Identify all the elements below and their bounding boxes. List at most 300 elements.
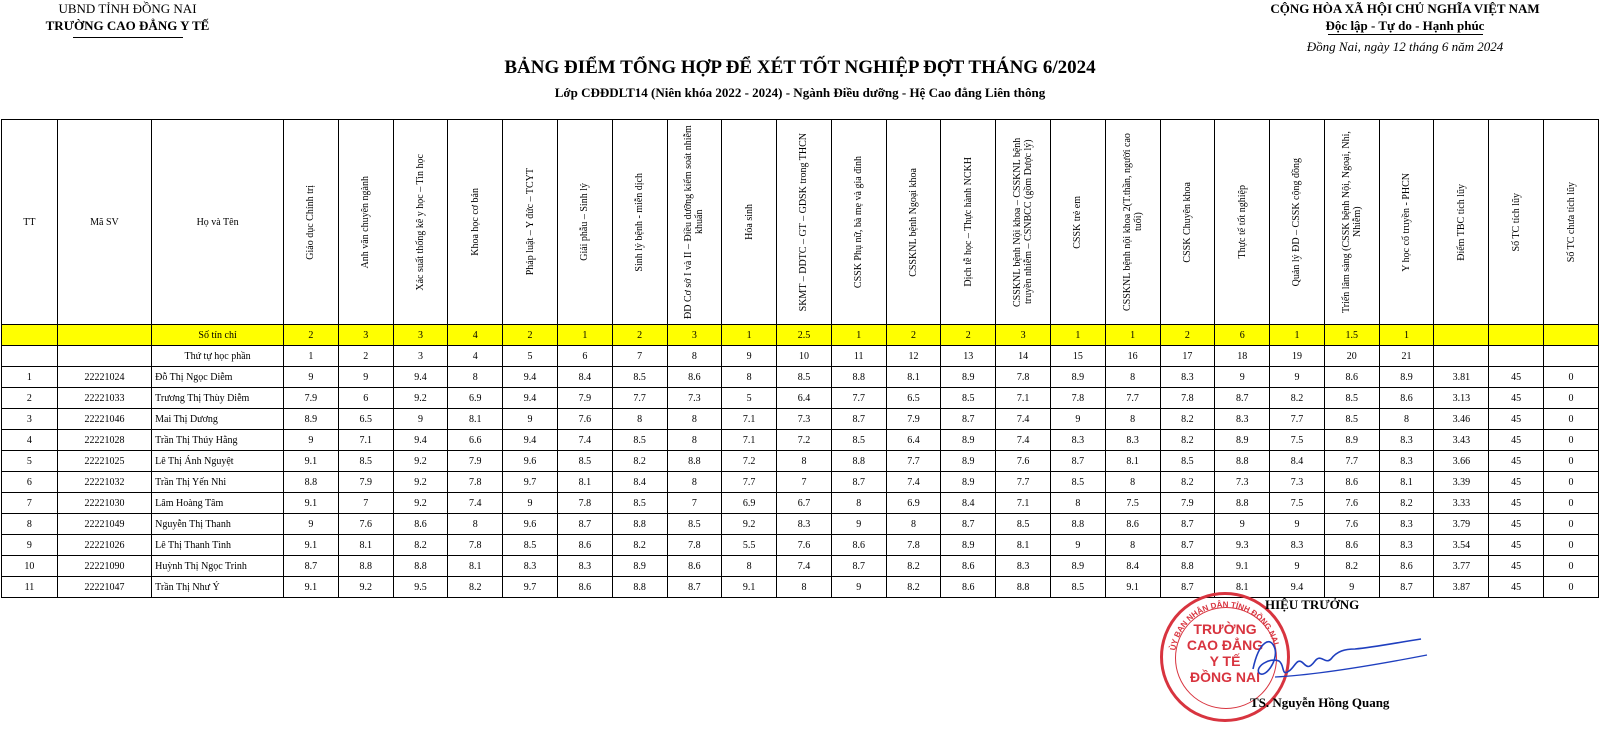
col-header-subject xyxy=(722,120,777,325)
score-cell: 9.2 xyxy=(393,451,448,472)
header-wrap xyxy=(832,120,886,324)
score-cell: 8.9 xyxy=(941,472,996,493)
score-cell: 7.3 xyxy=(667,388,722,409)
score-cell: 9.4 xyxy=(503,430,558,451)
order-cell: 6 xyxy=(557,346,612,367)
row-number: 10 xyxy=(2,556,58,577)
gpa-cell: 3.54 xyxy=(1434,535,1489,556)
divider xyxy=(1328,34,1483,35)
score-cell: 8.5 xyxy=(338,451,393,472)
credits-earned-cell: 45 xyxy=(1489,388,1544,409)
table-row xyxy=(2,430,1599,451)
student-name: Nguyễn Thị Thanh xyxy=(152,514,284,535)
cell-empty xyxy=(1489,325,1544,346)
score-cell: 8.8 xyxy=(393,556,448,577)
score-cell: 8.6 xyxy=(1324,472,1379,493)
row-number: 5 xyxy=(2,451,58,472)
credits-missing-cell: 0 xyxy=(1544,430,1599,451)
country-name: CỘNG HÒA XÃ HỘI CHỦ NGHĨA VIỆT NAM xyxy=(1270,1,1540,16)
student-id: 22221028 xyxy=(57,430,151,451)
score-cell: 6.5 xyxy=(338,409,393,430)
score-cell: 9.2 xyxy=(393,472,448,493)
score-cell: 7.7 xyxy=(1105,388,1160,409)
score-cell: 8.9 xyxy=(1379,367,1434,388)
score-cell: 8.7 xyxy=(941,514,996,535)
score-cell: 8.1 xyxy=(1379,472,1434,493)
score-cell: 8.3 xyxy=(1105,430,1160,451)
score-cell: 9 xyxy=(1270,367,1325,388)
score-cell: 8.2 xyxy=(1324,556,1379,577)
order-cell: 4 xyxy=(448,346,503,367)
score-cell: 8 xyxy=(722,556,777,577)
score-cell: 9.6 xyxy=(503,514,558,535)
score-cell: 9 xyxy=(284,514,339,535)
score-cell: 9 xyxy=(1215,367,1270,388)
score-cell: 8.2 xyxy=(886,577,941,598)
student-id: 22221024 xyxy=(57,367,151,388)
score-cell: 8 xyxy=(1050,493,1105,514)
table-header-row xyxy=(2,120,1599,325)
order-cell: 19 xyxy=(1270,346,1325,367)
gpa-cell: 3.81 xyxy=(1434,367,1489,388)
credit-cell: 1 xyxy=(1379,325,1434,346)
header-wrap xyxy=(1215,120,1269,324)
credits-missing-cell: 0 xyxy=(1544,556,1599,577)
score-cell: 8.8 xyxy=(831,367,886,388)
score-cell: 9 xyxy=(503,493,558,514)
score-cell: 8.1 xyxy=(448,556,503,577)
student-name: Trần Thị Thúy Hằng xyxy=(152,430,284,451)
gpa-cell: 3.13 xyxy=(1434,388,1489,409)
score-cell: 8.2 xyxy=(886,556,941,577)
score-cell: 8.9 xyxy=(941,430,996,451)
score-cell: 9.2 xyxy=(393,388,448,409)
row-number: 3 xyxy=(2,409,58,430)
score-cell: 8.2 xyxy=(448,577,503,598)
header-label: Hóa sinh xyxy=(743,204,755,240)
header-wrap xyxy=(503,120,557,324)
header-label: Triển lâm sàng (CSSK bệnh Nội, Ngoại, Nhi, Nhiễm) xyxy=(1340,131,1363,313)
score-cell: 8 xyxy=(1105,367,1160,388)
table-row xyxy=(2,388,1599,409)
credits-earned-cell: 45 xyxy=(1489,451,1544,472)
score-cell: 8.6 xyxy=(1379,556,1434,577)
score-cell: 8.3 xyxy=(1270,535,1325,556)
score-cell: 9.5 xyxy=(393,577,448,598)
credits-missing-cell: 0 xyxy=(1544,535,1599,556)
col-header-subject xyxy=(503,120,558,325)
score-cell: 7.6 xyxy=(1324,493,1379,514)
student-id: 22221033 xyxy=(57,388,151,409)
score-cell: 8.7 xyxy=(667,577,722,598)
score-cell: 9 xyxy=(1270,556,1325,577)
table-row xyxy=(2,535,1599,556)
score-cell: 7.8 xyxy=(1160,388,1215,409)
col-header-subject xyxy=(1160,120,1215,325)
score-cell: 8.3 xyxy=(996,556,1051,577)
score-cell: 7.1 xyxy=(996,388,1051,409)
score-cell: 9.4 xyxy=(503,388,558,409)
score-cell: 7.7 xyxy=(996,472,1051,493)
credit-cell: 2 xyxy=(284,325,339,346)
score-cell: 8.7 xyxy=(1160,535,1215,556)
score-cell: 9.1 xyxy=(284,451,339,472)
credits-missing-cell: 0 xyxy=(1544,577,1599,598)
score-cell: 7.8 xyxy=(1050,388,1105,409)
handwritten-signature-icon xyxy=(1245,627,1435,687)
credits-earned-cell: 45 xyxy=(1489,535,1544,556)
row-number: 2 xyxy=(2,388,58,409)
header-label: Khoa học cơ bản xyxy=(469,188,481,256)
score-cell: 8.7 xyxy=(941,409,996,430)
score-cell: 8 xyxy=(1379,409,1434,430)
student-id: 22221026 xyxy=(57,535,151,556)
score-cell: 7.1 xyxy=(996,493,1051,514)
credits-missing-cell: 0 xyxy=(1544,472,1599,493)
table-row xyxy=(2,409,1599,430)
cell-empty xyxy=(57,346,151,367)
header-wrap xyxy=(1270,120,1324,324)
score-cell: 8 xyxy=(1105,472,1160,493)
col-header-subject xyxy=(393,120,448,325)
header-wrap xyxy=(1051,120,1105,324)
score-cell: 7.7 xyxy=(722,472,777,493)
score-cell: 8.5 xyxy=(557,451,612,472)
score-cell: 7.2 xyxy=(777,430,832,451)
score-cell: 7.9 xyxy=(1160,493,1215,514)
cell-empty xyxy=(1544,346,1599,367)
header-wrap xyxy=(1434,120,1488,324)
score-cell: 7.8 xyxy=(886,535,941,556)
credit-cell: 6 xyxy=(1215,325,1270,346)
issuer-block xyxy=(20,0,235,38)
signer-name: TS. Nguyễn Hồng Quang xyxy=(1250,695,1390,710)
student-id: 22221049 xyxy=(57,514,151,535)
seal-line: TRƯỜNG xyxy=(1193,621,1257,637)
student-id: 22221025 xyxy=(57,451,151,472)
score-cell: 8.6 xyxy=(557,535,612,556)
score-cell: 8.6 xyxy=(831,535,886,556)
score-cell: 9.7 xyxy=(503,577,558,598)
score-cell: 8.6 xyxy=(1105,514,1160,535)
score-cell: 8.1 xyxy=(886,367,941,388)
score-cell: 8.4 xyxy=(941,493,996,514)
table-row xyxy=(2,514,1599,535)
header-wrap xyxy=(996,120,1050,324)
score-cell: 7.3 xyxy=(777,409,832,430)
score-cell: 8.8 xyxy=(612,577,667,598)
header-label: ĐD Cơ sở I và II – Điều dưỡng kiểm soát nhiễm khuẩn xyxy=(683,125,706,319)
header-label: Y học cổ truyền - PHCN xyxy=(1401,172,1413,272)
order-cell: 10 xyxy=(777,346,832,367)
score-cell: 8.9 xyxy=(941,535,996,556)
score-cell: 9.6 xyxy=(503,451,558,472)
score-cell: 8 xyxy=(612,409,667,430)
score-cell: 7.6 xyxy=(338,514,393,535)
header-wrap xyxy=(613,120,667,324)
score-cell: 8.6 xyxy=(667,556,722,577)
score-cell: 8 xyxy=(448,514,503,535)
credits-missing-cell: 0 xyxy=(1544,367,1599,388)
score-cell: 8.5 xyxy=(1050,577,1105,598)
score-cell: 8.5 xyxy=(612,493,667,514)
header-wrap xyxy=(887,120,941,324)
header-wrap xyxy=(558,120,612,324)
score-cell: 9.7 xyxy=(503,472,558,493)
header-label: Anh văn chuyên ngành xyxy=(360,175,372,269)
score-cell: 8 xyxy=(667,430,722,451)
score-cell: 6.9 xyxy=(722,493,777,514)
score-cell: 7.7 xyxy=(886,451,941,472)
score-cell: 9.4 xyxy=(503,367,558,388)
score-cell: 8.4 xyxy=(612,472,667,493)
issuer-authority: UBND TỈNH ĐỒNG NAI xyxy=(58,1,197,16)
score-cell: 8.6 xyxy=(941,556,996,577)
score-cell: 8.8 xyxy=(831,451,886,472)
score-cell: 8.3 xyxy=(503,556,558,577)
score-cell: 8.9 xyxy=(1324,430,1379,451)
score-cell: 7.1 xyxy=(722,409,777,430)
document-subtitle: Lớp CĐĐDLT14 (Niên khóa 2022 - 2024) - Ngành Điều dưỡng - Hệ Cao đẳng Liên thông xyxy=(554,85,1046,100)
score-cell: 8 xyxy=(1105,409,1160,430)
credit-cell: 3 xyxy=(393,325,448,346)
score-cell: 7.5 xyxy=(1270,493,1325,514)
score-cell: 9.1 xyxy=(284,535,339,556)
row-number: 1 xyxy=(2,367,58,388)
order-cell: 5 xyxy=(503,346,558,367)
score-cell: 7 xyxy=(338,493,393,514)
order-cell: 18 xyxy=(1215,346,1270,367)
score-cell: 8.3 xyxy=(777,514,832,535)
header-wrap xyxy=(284,120,338,324)
student-name: Trương Thị Thùy Diễm xyxy=(152,388,284,409)
credit-cell: 2 xyxy=(503,325,558,346)
header-wrap xyxy=(1489,120,1543,324)
score-cell: 9 xyxy=(1270,514,1325,535)
score-cell: 8.3 xyxy=(1215,409,1270,430)
header-wrap xyxy=(668,120,722,324)
national-motto-block xyxy=(1255,0,1555,55)
header-label: CSSK Chuyên khoa xyxy=(1181,181,1193,263)
score-cell: 8.7 xyxy=(1050,451,1105,472)
order-cell: 8 xyxy=(667,346,722,367)
header-label: Số TC chưa tích lũy xyxy=(1565,181,1577,263)
order-cell: 12 xyxy=(886,346,941,367)
table-row xyxy=(2,472,1599,493)
score-cell: 8.6 xyxy=(1379,388,1434,409)
grade-table xyxy=(1,119,1599,598)
score-cell: 8.5 xyxy=(1050,472,1105,493)
col-header-subject xyxy=(557,120,612,325)
score-cell: 8.7 xyxy=(1215,388,1270,409)
header-wrap xyxy=(1106,120,1160,324)
score-cell: 8 xyxy=(667,409,722,430)
col-header-subject xyxy=(777,120,832,325)
row-number: 7 xyxy=(2,493,58,514)
score-cell: 9 xyxy=(1324,577,1379,598)
score-cell: 8 xyxy=(722,367,777,388)
row-number: 4 xyxy=(2,430,58,451)
score-cell: 9 xyxy=(831,577,886,598)
score-cell: 5 xyxy=(722,388,777,409)
header-label: CSSK trẻ em xyxy=(1072,195,1084,249)
score-cell: 7.9 xyxy=(338,472,393,493)
score-cell: 9.4 xyxy=(1270,577,1325,598)
credit-cell: 2 xyxy=(1160,325,1215,346)
order-cell: 14 xyxy=(996,346,1051,367)
gpa-cell: 3.66 xyxy=(1434,451,1489,472)
credits-label: Số tín chỉ xyxy=(152,325,284,346)
cell-empty xyxy=(1434,325,1489,346)
score-cell: 8.2 xyxy=(1160,472,1215,493)
credits-missing-cell: 0 xyxy=(1544,493,1599,514)
credit-cell: 1.5 xyxy=(1324,325,1379,346)
header-label: CSSKNL bệnh Nội khoa – CSSKNL bệnh truyền nhiễm – CSNBCC (gồm Dược lý) xyxy=(1012,137,1035,307)
header-wrap xyxy=(394,120,448,324)
seal-line: ĐỒNG NAI xyxy=(1190,669,1260,685)
cell-empty xyxy=(1544,325,1599,346)
header-wrap xyxy=(448,120,502,324)
order-cell: 3 xyxy=(393,346,448,367)
score-cell: 7.4 xyxy=(886,472,941,493)
order-row xyxy=(2,346,1599,367)
score-cell: 8.2 xyxy=(1379,493,1434,514)
student-id: 22221030 xyxy=(57,493,151,514)
gpa-cell: 3.77 xyxy=(1434,556,1489,577)
credits-missing-cell: 0 xyxy=(1544,514,1599,535)
student-id: 22221047 xyxy=(57,577,151,598)
score-cell: 7.4 xyxy=(996,430,1051,451)
score-cell: 8.9 xyxy=(941,367,996,388)
score-cell: 8.2 xyxy=(612,535,667,556)
table-row xyxy=(2,493,1599,514)
credits-earned-cell: 45 xyxy=(1489,409,1544,430)
seal-line: Y TẾ xyxy=(1209,653,1241,669)
score-cell: 8.1 xyxy=(1215,577,1270,598)
col-header-credits-missing xyxy=(1544,120,1599,325)
score-cell: 8.3 xyxy=(1379,430,1434,451)
score-cell: 6.4 xyxy=(777,388,832,409)
score-cell: 8 xyxy=(1105,535,1160,556)
score-cell: 9 xyxy=(338,367,393,388)
score-cell: 6.7 xyxy=(777,493,832,514)
col-header-tt: TT xyxy=(2,120,58,325)
credits-earned-cell: 45 xyxy=(1489,430,1544,451)
score-cell: 9 xyxy=(284,430,339,451)
student-id: 22221090 xyxy=(57,556,151,577)
header-label: Giáo dục Chính trị xyxy=(305,184,317,260)
score-cell: 8.8 xyxy=(667,451,722,472)
issuer-school: TRƯỜNG CAO ĐẲNG Y TẾ xyxy=(45,18,210,33)
score-cell: 9.2 xyxy=(338,577,393,598)
score-cell: 9 xyxy=(1050,409,1105,430)
header-wrap xyxy=(777,120,831,324)
score-cell: 8.6 xyxy=(1324,535,1379,556)
score-cell: 8.2 xyxy=(1160,430,1215,451)
score-cell: 9 xyxy=(393,409,448,430)
signer-role: HIỆU TRƯỞNG xyxy=(1265,597,1360,612)
score-cell: 7.9 xyxy=(886,409,941,430)
score-cell: 8.6 xyxy=(667,367,722,388)
score-cell: 7.6 xyxy=(1324,514,1379,535)
score-cell: 8 xyxy=(777,577,832,598)
score-cell: 8.8 xyxy=(1215,493,1270,514)
order-label: Thứ tự học phần xyxy=(152,346,284,367)
credits-missing-cell: 0 xyxy=(1544,451,1599,472)
student-id: 22221032 xyxy=(57,472,151,493)
score-cell: 7.6 xyxy=(777,535,832,556)
score-cell: 8 xyxy=(448,367,503,388)
document-title: BẢNG ĐIỂM TỔNG HỢP ĐỂ XÉT TỐT NGHIỆP ĐỢT THÁNG 6/2024 xyxy=(504,57,1096,78)
score-cell: 8.2 xyxy=(1270,388,1325,409)
header-label: CSSKNL bệnh Ngoại khoa xyxy=(908,167,920,277)
score-cell: 7 xyxy=(667,493,722,514)
credits-earned-cell: 45 xyxy=(1489,514,1544,535)
score-cell: 7.6 xyxy=(996,451,1051,472)
divider xyxy=(73,37,183,38)
score-cell: 7 xyxy=(777,472,832,493)
score-cell: 6.9 xyxy=(886,493,941,514)
score-cell: 8 xyxy=(886,514,941,535)
student-name: Trần Thị Như Ý xyxy=(152,577,284,598)
cell-empty xyxy=(1489,346,1544,367)
score-cell: 8.2 xyxy=(612,451,667,472)
score-cell: 8.1 xyxy=(557,472,612,493)
row-number: 6 xyxy=(2,472,58,493)
cell-empty xyxy=(1434,346,1489,367)
order-cell: 17 xyxy=(1160,346,1215,367)
student-name: Lê Thị Ánh Nguyệt xyxy=(152,451,284,472)
score-cell: 7.3 xyxy=(1215,472,1270,493)
score-cell: 8.4 xyxy=(1105,556,1160,577)
score-cell: 7.4 xyxy=(996,409,1051,430)
header-label: Giải phẫu – Sinh lý xyxy=(579,183,591,261)
score-cell: 9.1 xyxy=(284,493,339,514)
col-header-subject xyxy=(667,120,722,325)
col-header-student-id: Mã SV xyxy=(57,120,151,325)
header-wrap xyxy=(1325,120,1379,324)
score-cell: 8.9 xyxy=(1050,556,1105,577)
col-header-subject xyxy=(1270,120,1325,325)
score-cell: 8.7 xyxy=(284,556,339,577)
header-wrap xyxy=(1380,120,1434,324)
credit-cell: 2 xyxy=(612,325,667,346)
table-row xyxy=(2,451,1599,472)
score-cell: 8 xyxy=(831,493,886,514)
score-cell: 9 xyxy=(284,367,339,388)
student-name: Mai Thị Dương xyxy=(152,409,284,430)
score-cell: 9 xyxy=(1215,514,1270,535)
student-name: Trần Thị Yến Nhi xyxy=(152,472,284,493)
score-cell: 8.5 xyxy=(1324,388,1379,409)
score-cell: 8.8 xyxy=(284,472,339,493)
score-cell: 8.5 xyxy=(1160,451,1215,472)
score-cell: 7.2 xyxy=(722,451,777,472)
credits-earned-cell: 45 xyxy=(1489,577,1544,598)
score-cell: 6 xyxy=(338,388,393,409)
score-cell: 8.5 xyxy=(612,367,667,388)
row-number: 11 xyxy=(2,577,58,598)
score-cell: 8.6 xyxy=(393,514,448,535)
header-label: Thực tế tốt nghiệp xyxy=(1236,185,1248,259)
score-cell: 8.3 xyxy=(1050,430,1105,451)
header-wrap xyxy=(1544,120,1598,324)
col-header-subject xyxy=(831,120,886,325)
score-cell: 9.2 xyxy=(722,514,777,535)
credit-cell: 3 xyxy=(667,325,722,346)
order-cell: 1 xyxy=(284,346,339,367)
score-cell: 8.6 xyxy=(1324,367,1379,388)
